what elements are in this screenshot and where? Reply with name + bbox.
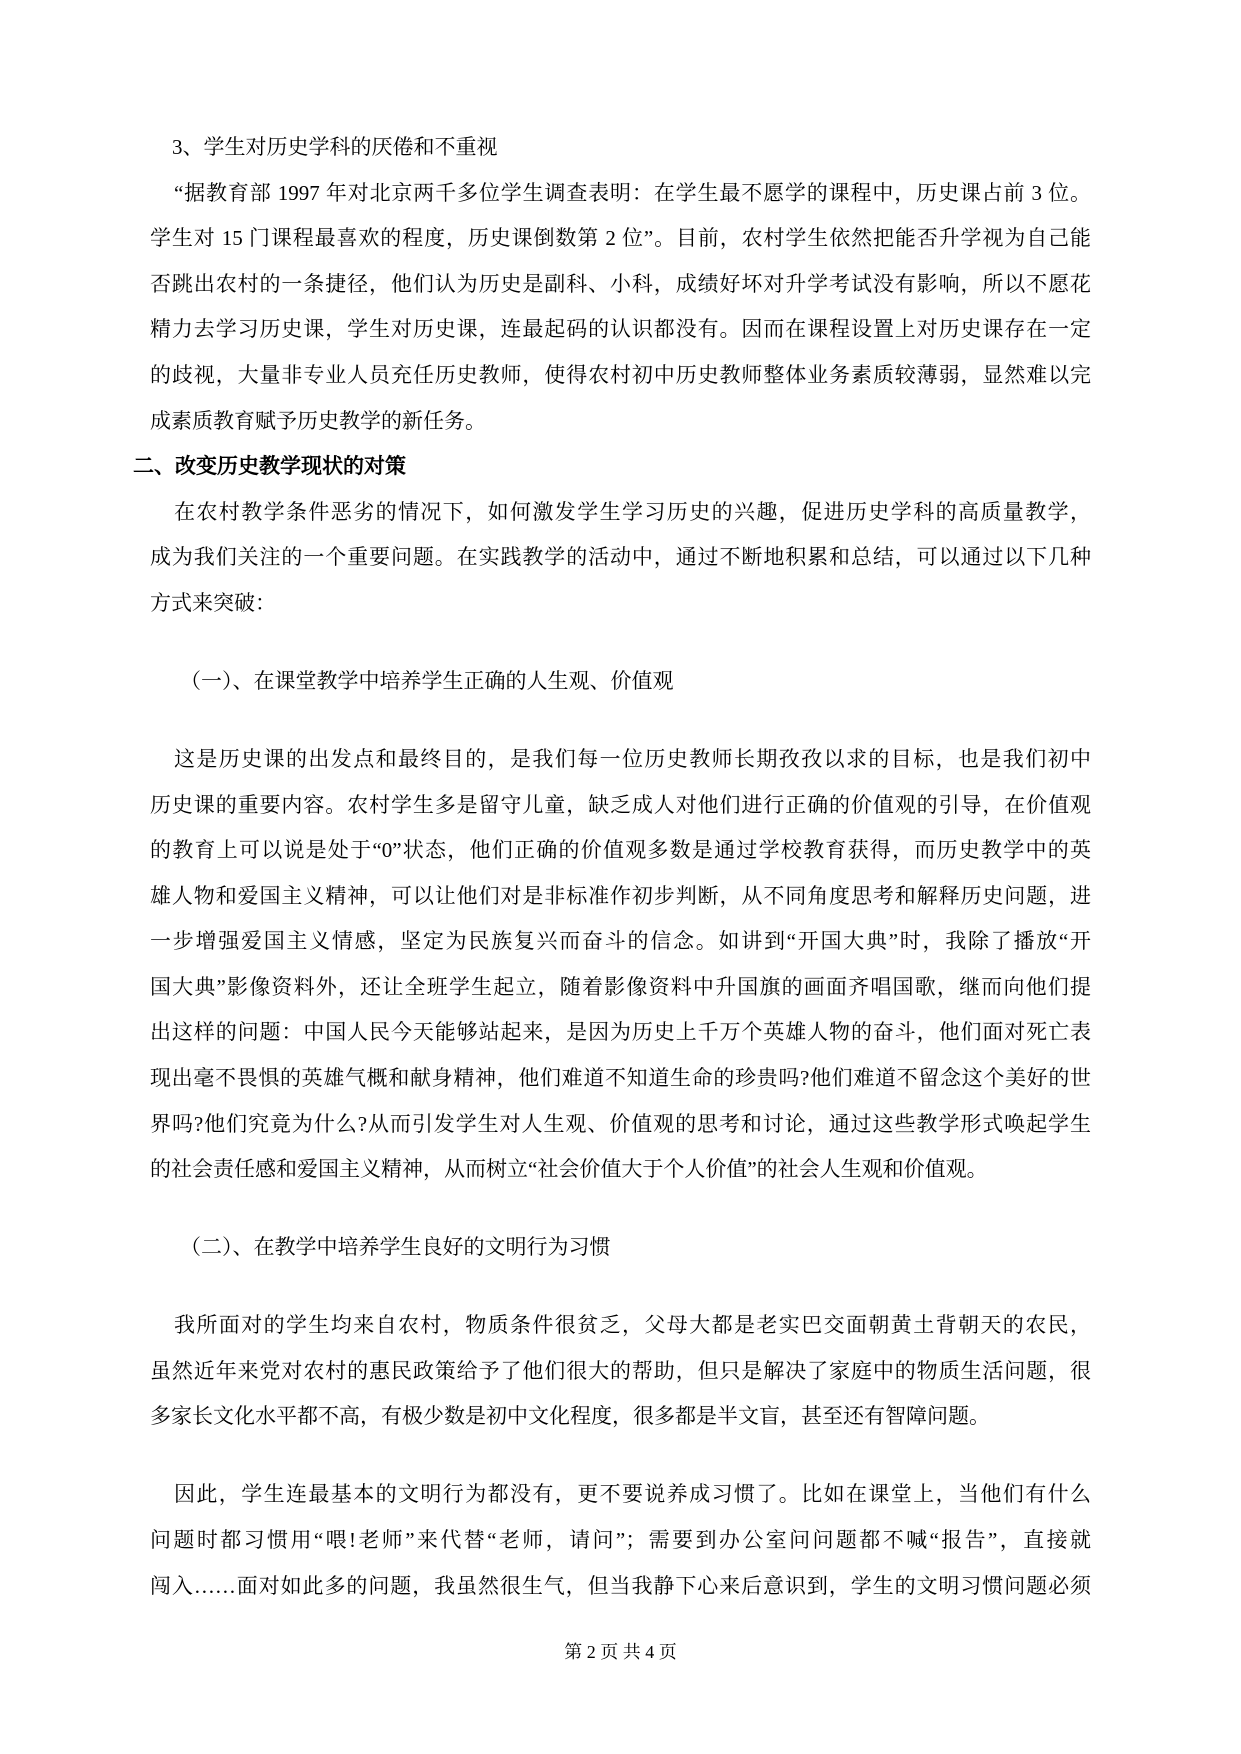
paragraph-line: 的歧视，大量非专业人员充任历史教师，使得农村初中历史教师整体业务素质较薄弱，显然难以完 — [150, 362, 1091, 387]
paragraph-line: “据教育部 1997 年对北京两千多位学生调查表明：在学生最不愿学的课程中，历史课占前 3 位。 — [174, 180, 1091, 205]
paragraph — [150, 737, 1091, 1193]
paragraph-line: 闯入……面对如此多的问题，我虽然很生气，但当我静下心来后意识到，学生的文明习惯问题必须 — [150, 1573, 1091, 1598]
part-title: （一）、在课堂教学中培养学生正确的人生观、价值观 — [180, 668, 674, 693]
paragraph — [150, 1303, 1091, 1440]
paragraph-line: 的社会责任感和爱国主义精神，从而树立“社会价值大于个人价值”的社会人生观和价值观。 — [150, 1157, 988, 1182]
page-footer — [0, 1640, 1241, 1664]
paragraph-line: 的教育上可以说是处于“0”状态，他们正确的价值观多数是通过学校教育获得，而历史教学中的英 — [150, 838, 1091, 863]
paragraph-line: 因此，学生连最基本的文明行为都没有，更不要说养成习惯了。比如在课堂上，当他们有什么 — [174, 1482, 1091, 1507]
paragraph-line: 成素质教育赋予历史教学的新任务。 — [150, 408, 486, 433]
paragraph-line: 虽然近年来党对农村的惠民政策给予了他们很大的帮助，但只是解决了家庭中的物质生活问题，很 — [150, 1358, 1091, 1383]
paragraph-line: 学生对 15 门课程最喜欢的程度，历史课倒数第 2 位”。目前，农村学生依然把能否升学视为自己能 — [150, 226, 1091, 251]
paragraph-line: 历史课的重要内容。农村学生多是留守儿童，缺乏成人对他们进行正确的价值观的引导，在价值观 — [150, 792, 1091, 817]
section-heading: 二、改变历史教学现状的对策 — [133, 454, 406, 479]
paragraph-line: 在农村教学条件恶劣的情况下，如何激发学生学习历史的兴趣，促进历史学科的高质量教学， — [174, 499, 1091, 524]
paragraph-line: 精力去学习历史课，学生对历史课，连最起码的认识都没有。因而在课程设置上对历史课存在一定 — [150, 317, 1091, 342]
paragraph-line: 多家长文化水平都不高，有极少数是初中文化程度，很多都是半文盲，甚至还有智障问题。 — [150, 1404, 990, 1429]
paragraph — [150, 490, 1091, 627]
paragraph-line: 成为我们关注的一个重要问题。在实践教学的活动中，通过不断地积累和总结，可以通过以下几种 — [150, 545, 1091, 570]
document-body — [133, 125, 1091, 1609]
page-number: 第 2 页 共 4 页 — [564, 1642, 677, 1662]
paragraph-line: 国大典”影像资料外，还让全班学生起立，随着影像资料中升国旗的画面齐唱国歌，继而向他们提 — [150, 974, 1091, 999]
part-title: （二）、在教学中培养学生良好的文明行为习惯 — [180, 1235, 611, 1260]
paragraph-line: 这是历史课的出发点和最终目的，是我们每一位历史教师长期孜孜以求的目标，也是我们初中 — [174, 746, 1091, 771]
paragraph-line: 问题时都习惯用“喂!老师”来代替“老师，请问”；需要到办公室问问题都不喊“报告”，直接就 — [150, 1527, 1091, 1552]
paragraph-line: 出这样的问题：中国人民今天能够站起来，是因为历史上千万个英雄人物的奋斗，他们面对死亡表 — [150, 1020, 1091, 1045]
paragraph-line: 一步增强爱国主义情感，坚定为民族复兴而奋斗的信念。如讲到“开国大典”时，我除了播放“开 — [150, 929, 1091, 954]
paragraph-line: 现出毫不畏惧的英雄气概和献身精神，他们难道不知道生命的珍贵吗?他们难道不留念这个美好的世 — [150, 1066, 1091, 1091]
subsection-title: 3、学生对历史学科的厌倦和不重视 — [172, 135, 498, 159]
paragraph — [150, 1472, 1091, 1609]
paragraph-line: 界吗?他们究竟为什么?从而引发学生对人生观、价值观的思考和讨论，通过这些教学形式唤起学生 — [150, 1111, 1091, 1136]
paragraph-line: 雄人物和爱国主义精神，可以让他们对是非标准作初步判断，从不同角度思考和解释历史问题，进 — [150, 883, 1091, 908]
paragraph-line: 我所面对的学生均来自农村，物质条件很贫乏，父母大都是老实巴交面朝黄土背朝天的农民， — [174, 1313, 1091, 1338]
paragraph-line: 否跳出农村的一条捷径，他们认为历史是副科、小科，成绩好坏对升学考试没有影响，所以不愿花 — [150, 271, 1091, 296]
paragraph-line: 方式来突破： — [150, 590, 276, 615]
paragraph — [150, 171, 1091, 445]
